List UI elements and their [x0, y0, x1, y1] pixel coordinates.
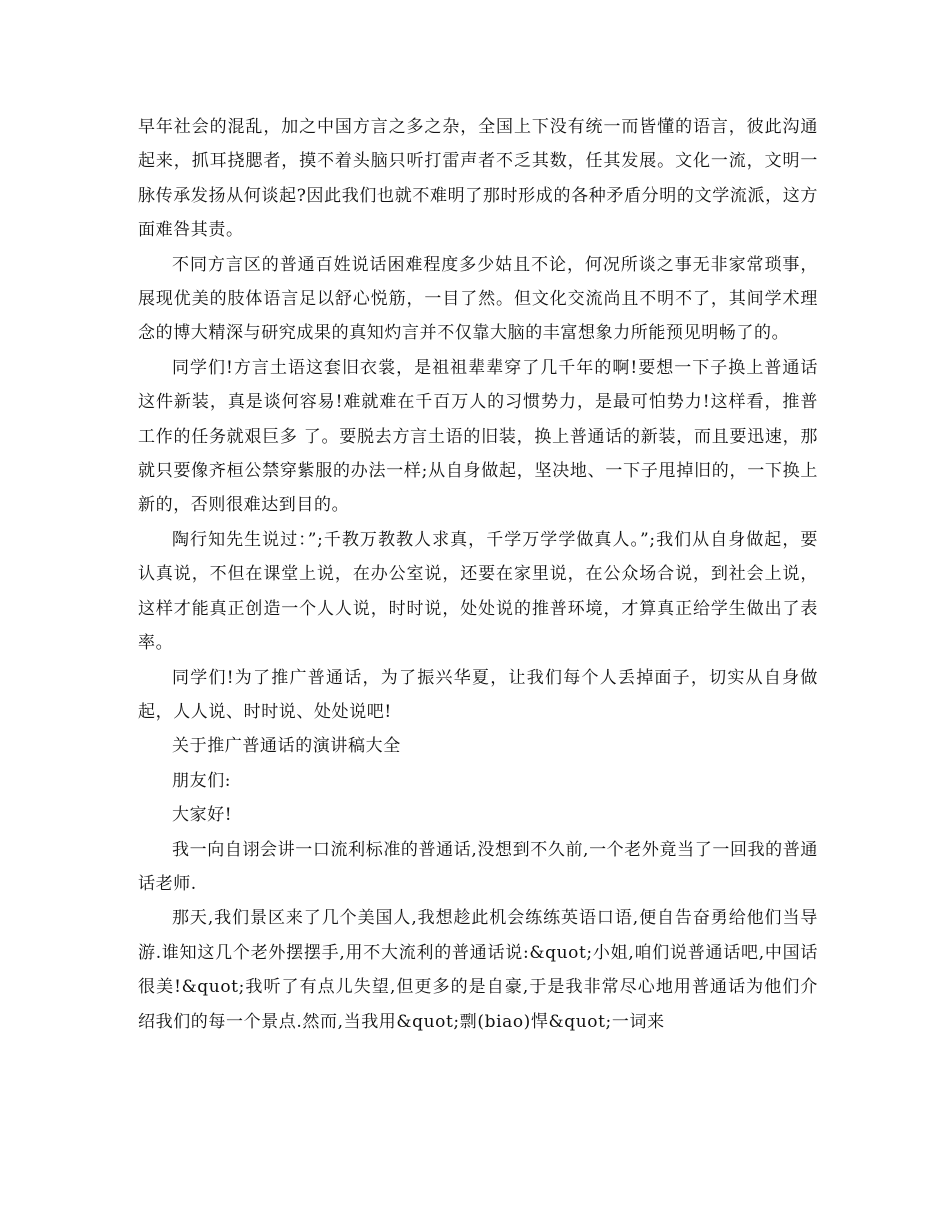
- paragraph: 陶行知先生说过：”;千教万教教人求真，千学万学学做真人。”;我们从自身做起，要认真说，不但在课堂上说，在办公室说，还要在家里说，在公众场合说，到社会上说，这样才能真正创造一个人人说，时时说，处处说的推普环境，才算真正给学生做出了表率。: [138, 529, 818, 654]
- section-title: 关于推广普通话的演讲稿大全: [172, 736, 401, 757]
- paragraph: 同学们!为了推广普通话，为了振兴华夏，让我们每个人丢掉面子，切实从自身做起，人人说、时时说、处处说吧!: [138, 667, 818, 722]
- salutation: 朋友们:: [172, 770, 232, 791]
- paragraph: 早年社会的混乱，加之中国方言之多之杂，全国上下没有统一而皆懂的语言，彼此沟通起来，抓耳挠腮者，摸不着头脑只听打雷声者不乏其数，任其发展。文化一流，文明一脉传承发扬从何谈起?因此我们也就不难明了那时形成的各种矛盾分明的文学流派，这方面难咎其责。: [138, 117, 818, 241]
- paragraph: 同学们!方言土语这套旧衣裳，是祖祖辈辈穿了几千年的啊!要想一下子换上普通话这件新装，真是谈何容易!难就难在千百万人的习惯势力，是最可怕势力!这样看，推普工作的任务就艰巨多 了。要脱去方言土语的旧装，换上普通话的新装，而且要迅速，那就只要像齐桓公禁穿紫服的办法一样;从自身做起，坚决地、一下子甩掉旧的，一下换上新的，否则很难达到目的。: [138, 357, 818, 516]
- greeting: 大家好!: [172, 805, 233, 826]
- paragraph: 不同方言区的普通百姓说话困难程度多少姑且不论，何况所谈之事无非家常琐事，展现优美的肢体语言足以舒心悦筋，一目了然。但文化交流尚且不明不了，其间学术理念的博大精深与研究成果的真知灼言并不仅靠大脑的丰富想象力所能预见明畅了的。: [138, 254, 818, 344]
- paragraph: 那天,我们景区来了几个美国人,我想趁此机会练练英语口语,便自告奋勇给他们当导游.谁知这几个老外摆摆手,用不大流利的普通话说:&quot;小姐,咱们说普通话吧,中国话很美!&quot;我听了有点儿失望,但更多的是自豪,于是我非常尽心地用普通话为他们介绍我们的每一个景点.然而,当我用&quot;剽(biao)悍&quot;一词来: [138, 908, 818, 1032]
- paragraph: 我一向自诩会讲一口流利标准的普通话,没想到不久前,一个老外竟当了一回我的普通话老师.: [138, 839, 818, 894]
- document-body: [138, 110, 818, 1039]
